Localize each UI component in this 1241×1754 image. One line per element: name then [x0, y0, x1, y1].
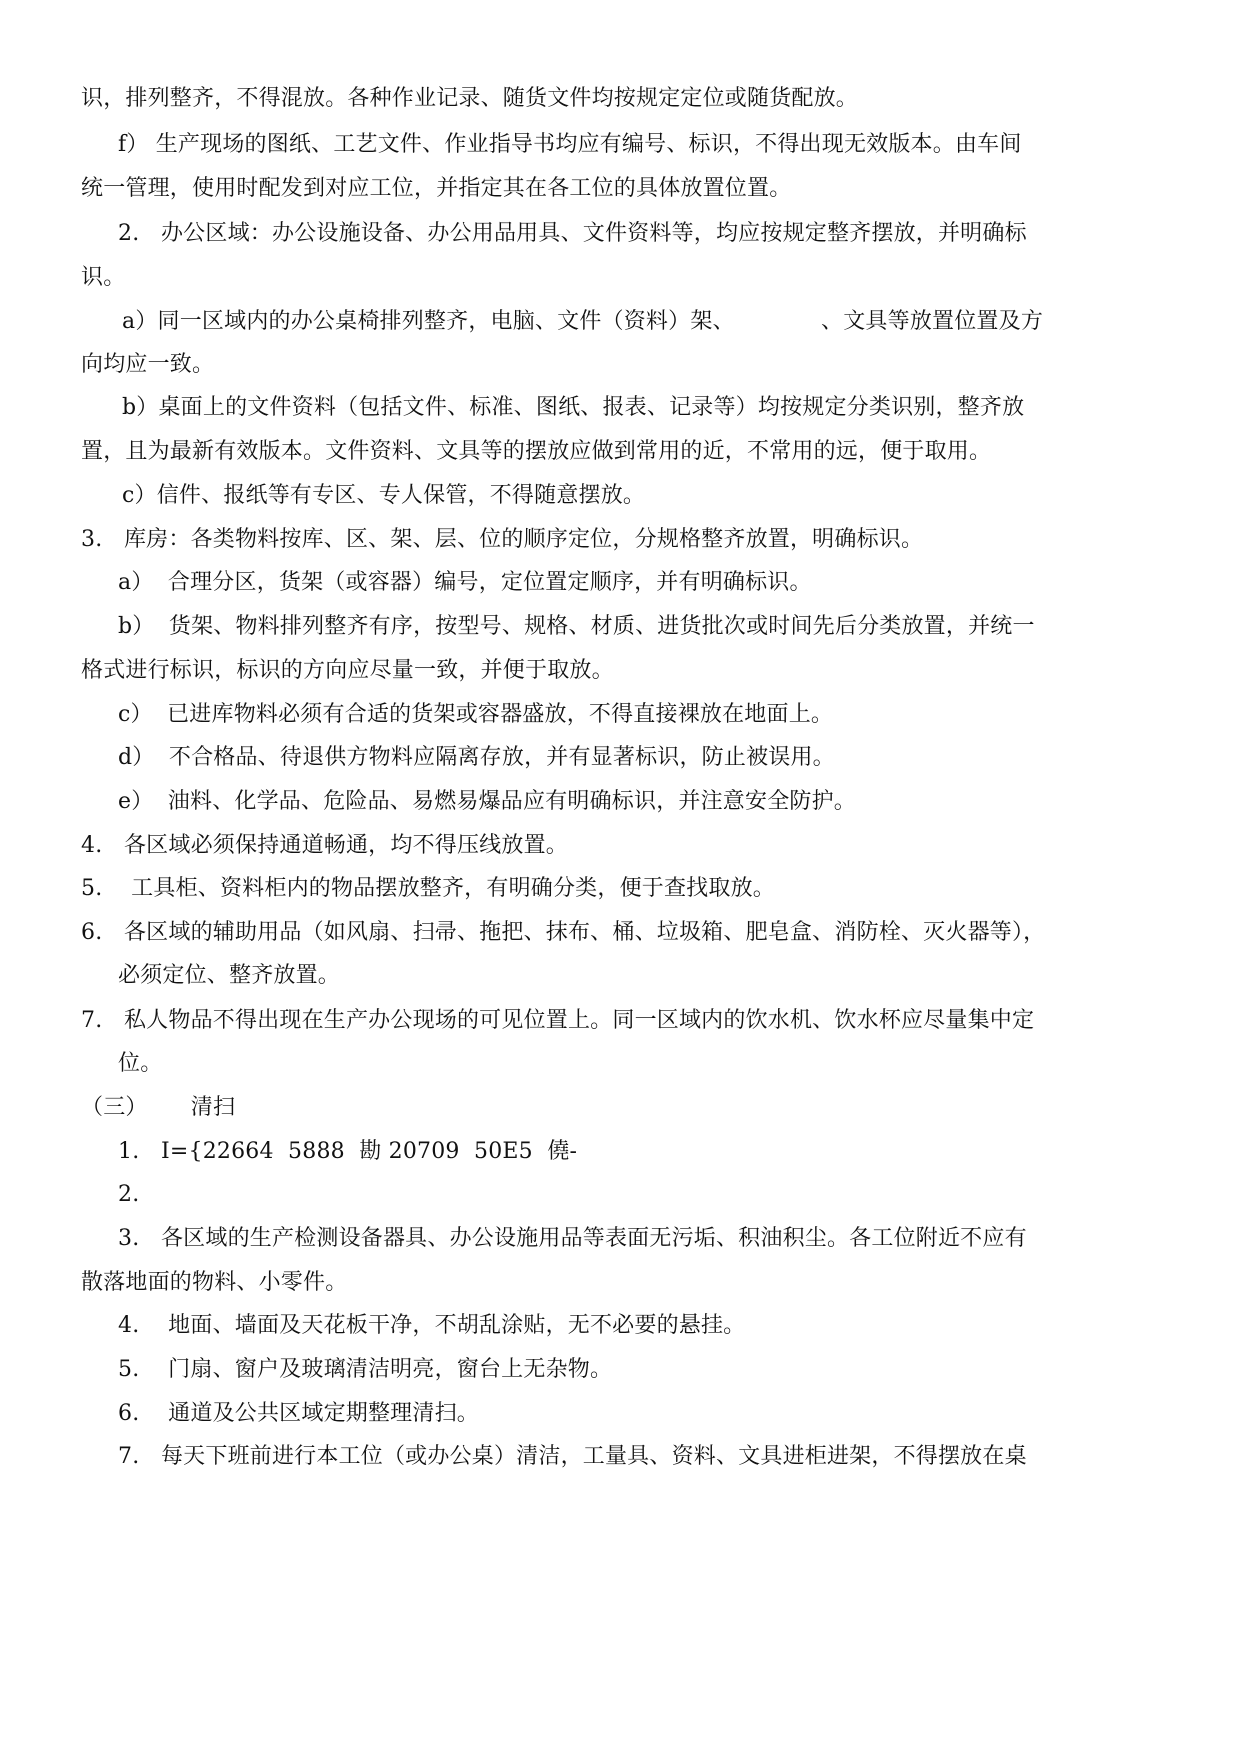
text-line: b） 货架、物料排列整齐有序，按型号、规格、材质、进货批次或时间先后分类放置，并统一	[118, 614, 1035, 639]
text-line: 散落地面的物料、小零件。	[81, 1270, 348, 1295]
text-line: a）同一区域内的办公桌椅排列整齐，电脑、文件（资料）架、 、文具等放置位置及方	[122, 309, 1044, 334]
text-line: 格式进行标识，标识的方向应尽量一致，并便于取放。	[81, 658, 614, 683]
section-heading: （三） 清扫	[81, 1095, 236, 1120]
text-line: 3. 库房：各类物料按库、区、架、层、位的顺序定位，分规格整齐放置，明确标识。	[81, 527, 924, 552]
text-line: 向均应一致。	[81, 352, 215, 377]
text-line: 统一管理，使用时配发到对应工位，并指定其在各工位的具体放置位置。	[81, 176, 792, 201]
text-line: 6. 各区域的辅助用品（如风扇、扫帚、拖把、抹布、桶、垃圾箱、肥皂盒、消防栓、灭火器等），	[81, 920, 1046, 945]
text-line: 4. 地面、墙面及天花板干净，不胡乱涂贴，无不必要的悬挂。	[118, 1313, 746, 1338]
text-line: 2.	[118, 1182, 140, 1207]
text-line: 必须定位、整齐放置。	[118, 963, 341, 988]
text-line: 识。	[81, 265, 126, 290]
text-line: c） 已进库物料必须有合适的货架或容器盛放，不得直接裸放在地面上。	[118, 702, 834, 727]
text-line: 3. 各区域的生产检测设备器具、办公设施用品等表面无污垢、积油积尘。各工位附近不应有	[118, 1226, 1027, 1251]
text-line: 4. 各区域必须保持通道畅通，均不得压线放置。	[81, 833, 568, 858]
text-line: 置，且为最新有效版本。文件资料、文具等的摆放应做到常用的近，不常用的远，便于取用。	[81, 439, 992, 464]
text-line: 1. I={22664 5888 勘 20709 50E5 僥-	[118, 1139, 578, 1164]
text-line: 7. 每天下班前进行本工位（或办公桌）清洁，工量具、资料、文具进柜进架，不得摆放在桌	[118, 1444, 1027, 1469]
text-line: 5. 工具柜、资料柜内的物品摆放整齐，有明确分类，便于查找取放。	[81, 876, 775, 901]
text-line: 位。	[118, 1051, 163, 1076]
text-line: e） 油料、化学品、危险品、易燃易爆品应有明确标识，并注意安全防护。	[118, 789, 857, 814]
text-line: 5. 门扇、窗户及玻璃清洁明亮，窗台上无杂物。	[118, 1357, 613, 1382]
text-line: c）信件、报纸等有专区、专人保管，不得随意摆放。	[122, 483, 646, 508]
text-line: 6. 通道及公共区域定期整理清扫。	[118, 1401, 479, 1426]
text-line: a） 合理分区，货架（或容器）编号，定位置定顺序，并有明确标识。	[118, 570, 812, 595]
text-line: 7. 私人物品不得出现在生产办公现场的可见位置上。同一区域内的饮水机、饮水杯应尽量集中定	[81, 1008, 1035, 1033]
text-line: f） 生产现场的图纸、工艺文件、作业指导书均应有编号、标识，不得出现无效版本。由车间	[118, 132, 1022, 157]
text-line: d） 不合格品、待退供方物料应隔离存放，并有显著标识，防止被误用。	[118, 745, 835, 770]
text-line: 识，排列整齐，不得混放。各种作业记录、随货文件均按规定定位或随货配放。	[81, 86, 859, 111]
text-line: 2. 办公区域：办公设施设备、办公用品用具、文件资料等，均应按规定整齐摆放，并明确标	[118, 221, 1027, 246]
text-line: b）桌面上的文件资料（包括文件、标准、图纸、报表、记录等）均按规定分类识别，整齐放	[122, 395, 1025, 420]
